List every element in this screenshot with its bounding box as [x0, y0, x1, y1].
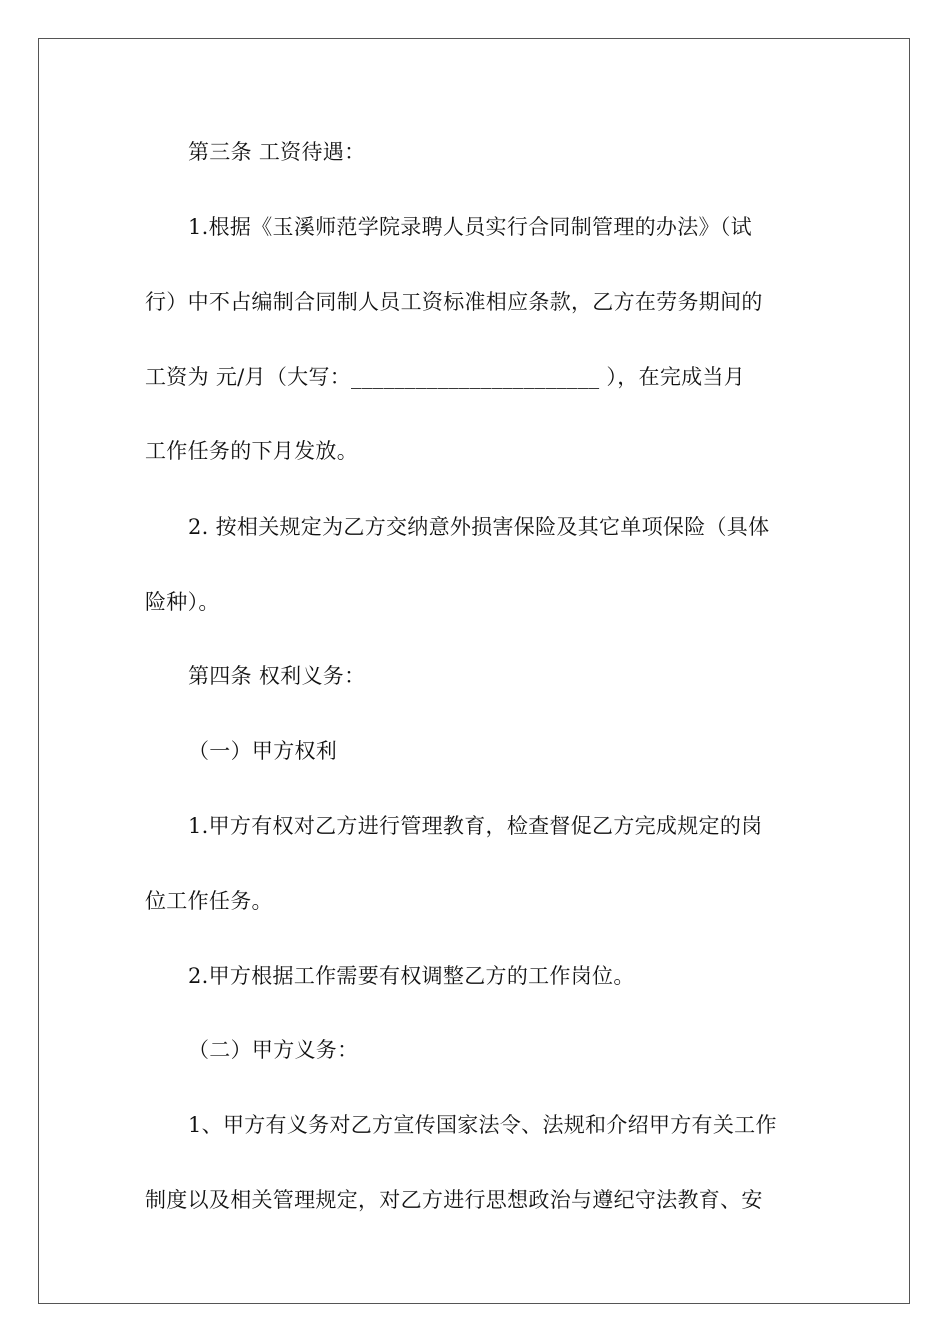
- paragraph-line: 2. 按相关规定为乙方交纳意外损害保险及其它单项保险（具体: [188, 515, 770, 539]
- paragraph-line: 1.根据《玉溪师范学院录聘人员实行合同制管理的办法》（试: [188, 215, 752, 239]
- paragraph-line: 1、甲方有义务对乙方宣传国家法令、法规和介绍甲方有关工作: [188, 1113, 777, 1137]
- paragraph-line: 2.甲方根据工作需要有权调整乙方的工作岗位。: [188, 964, 635, 988]
- paragraph-line: 险种）。: [145, 590, 220, 614]
- party-a-rights-heading: （一）甲方权利: [188, 739, 338, 763]
- article-3-heading: 第三条 工资待遇：: [188, 140, 366, 164]
- paragraph-line: 制度以及相关管理规定，对乙方进行思想政治与遵纪守法教育、安: [145, 1188, 763, 1212]
- party-a-obligations-heading: （二）甲方义务：: [188, 1038, 359, 1062]
- paragraph-line: 行）中不占编制合同制人员工资标准相应条款，乙方在劳务期间的: [145, 290, 763, 314]
- salary-blank-line: 工资为 元/月（大写：_______________________ ），在完成当月: [145, 365, 746, 389]
- paragraph-line: 工作任务的下月发放。: [145, 439, 358, 463]
- paragraph-line: 1.甲方有权对乙方进行管理教育，检查督促乙方完成规定的岗: [188, 814, 763, 838]
- article-4-heading: 第四条 权利义务：: [188, 664, 366, 688]
- paragraph-line: 位工作任务。: [145, 889, 273, 913]
